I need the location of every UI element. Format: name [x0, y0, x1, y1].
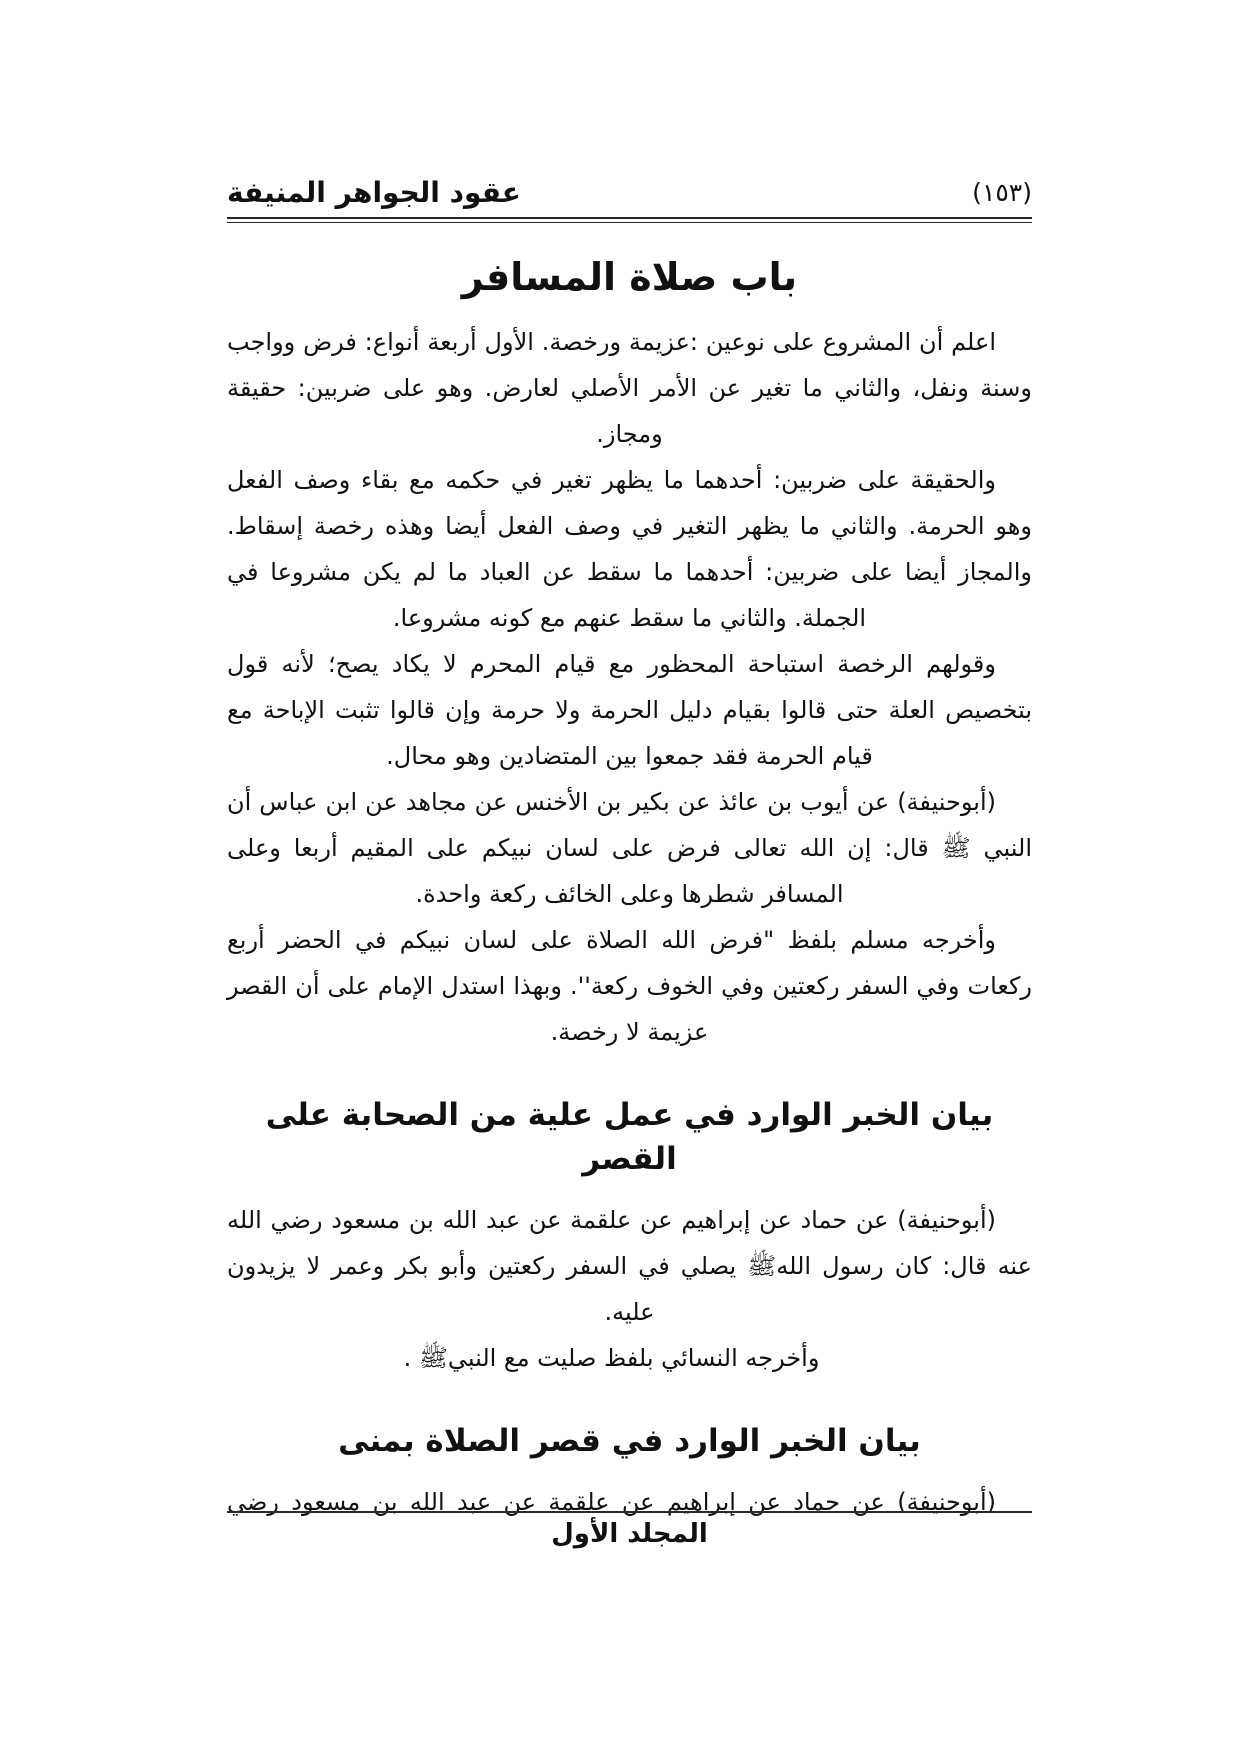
footer-divider: [227, 1511, 1032, 1513]
section-heading: بيان الخبر الوارد في قصر الصلاة بمنى: [338, 1423, 921, 1459]
volume-label: المجلد الأول: [551, 1519, 708, 1549]
paragraph: وقولهم الرخصة استباحة المحظور مع قيام المحرم لا يكاد يصح؛ لأنه قول بتخصيص العلة حتى قالوا بقيام دليل الحرمة ولا حرمة وإن قالوا تثبت الإباحة مع قيام الحرمة فقد جمعوا بين المتضادين وهو محال.: [227, 650, 1032, 770]
page-footer: [227, 1511, 1032, 1549]
paragraph: وأخرجه النسائي بلفظ صليت مع النبيﷺ .: [403, 1344, 820, 1372]
book-title: عقود الجواهر المنيفة: [227, 176, 521, 209]
paragraph: (أبوحنيفة) عن حماد عن إبراهيم عن علقمة عن عبد الله بن مسعود رضي: [227, 1488, 996, 1516]
header-divider: [227, 217, 1032, 223]
page-number: (١٥٣): [972, 178, 1032, 207]
running-head: [227, 0, 1032, 210]
chapter-title: باب صلاة المسافر: [461, 255, 798, 299]
paragraph: (أبوحنيفة) عن أيوب بن عائذ عن بكير بن الأخنس عن مجاهد عن ابن عباس أن النبي ﷺ قال: إن الله تعالى فرض على لسان نبيكم على المقيم أربعا وعلى المسافر شطرها وعلى الخائف ركعة واحدة.: [227, 788, 1032, 908]
paragraph: والحقيقة على ضربين: أحدهما ما يظهر تغير في حكمه مع بقاء وصف الفعل وهو الحرمة. والثاني ما يظهر التغير في وصف الفعل أيضا وهذه رخصة إسقاط. والمجاز أيضا على ضربين: أحدهما ما سقط عن العباد ما لم يكن مشروعا في الجملة. والثاني ما سقط عنهم مع كونه مشروعا.: [227, 466, 1032, 632]
section-heading: بيان الخبر الوارد في عمل علية من الصحابة على القصر: [265, 1097, 994, 1177]
paragraph: وأخرجه مسلم بلفظ "فرض الله الصلاة على لسان نبيكم في الحضر أربع ركعات وفي السفر ركعتين وفي الخوف ركعة''. وبهذا استدل الإمام على أن القصر عزيمة لا رخصة.: [227, 926, 1032, 1046]
page-content: [227, 0, 1032, 1525]
body-text: [227, 319, 1032, 1525]
paragraph: اعلم أن المشروع على نوعين :عزيمة ورخصة. الأول أربعة أنواع: فرض وواجب وسنة ونفل، والثاني ما تغير عن الأمر الأصلي لعارض. وهو على ضربين: حقيقة ومجاز.: [227, 328, 1032, 448]
paragraph: (أبوحنيفة) عن حماد عن إبراهيم عن علقمة عن عبد الله بن مسعود رضي الله عنه قال: كان رسول اللهﷺ يصلي في السفر ركعتين وأبو بكر وعمر لا يزيدون عليه.: [227, 1206, 1032, 1326]
